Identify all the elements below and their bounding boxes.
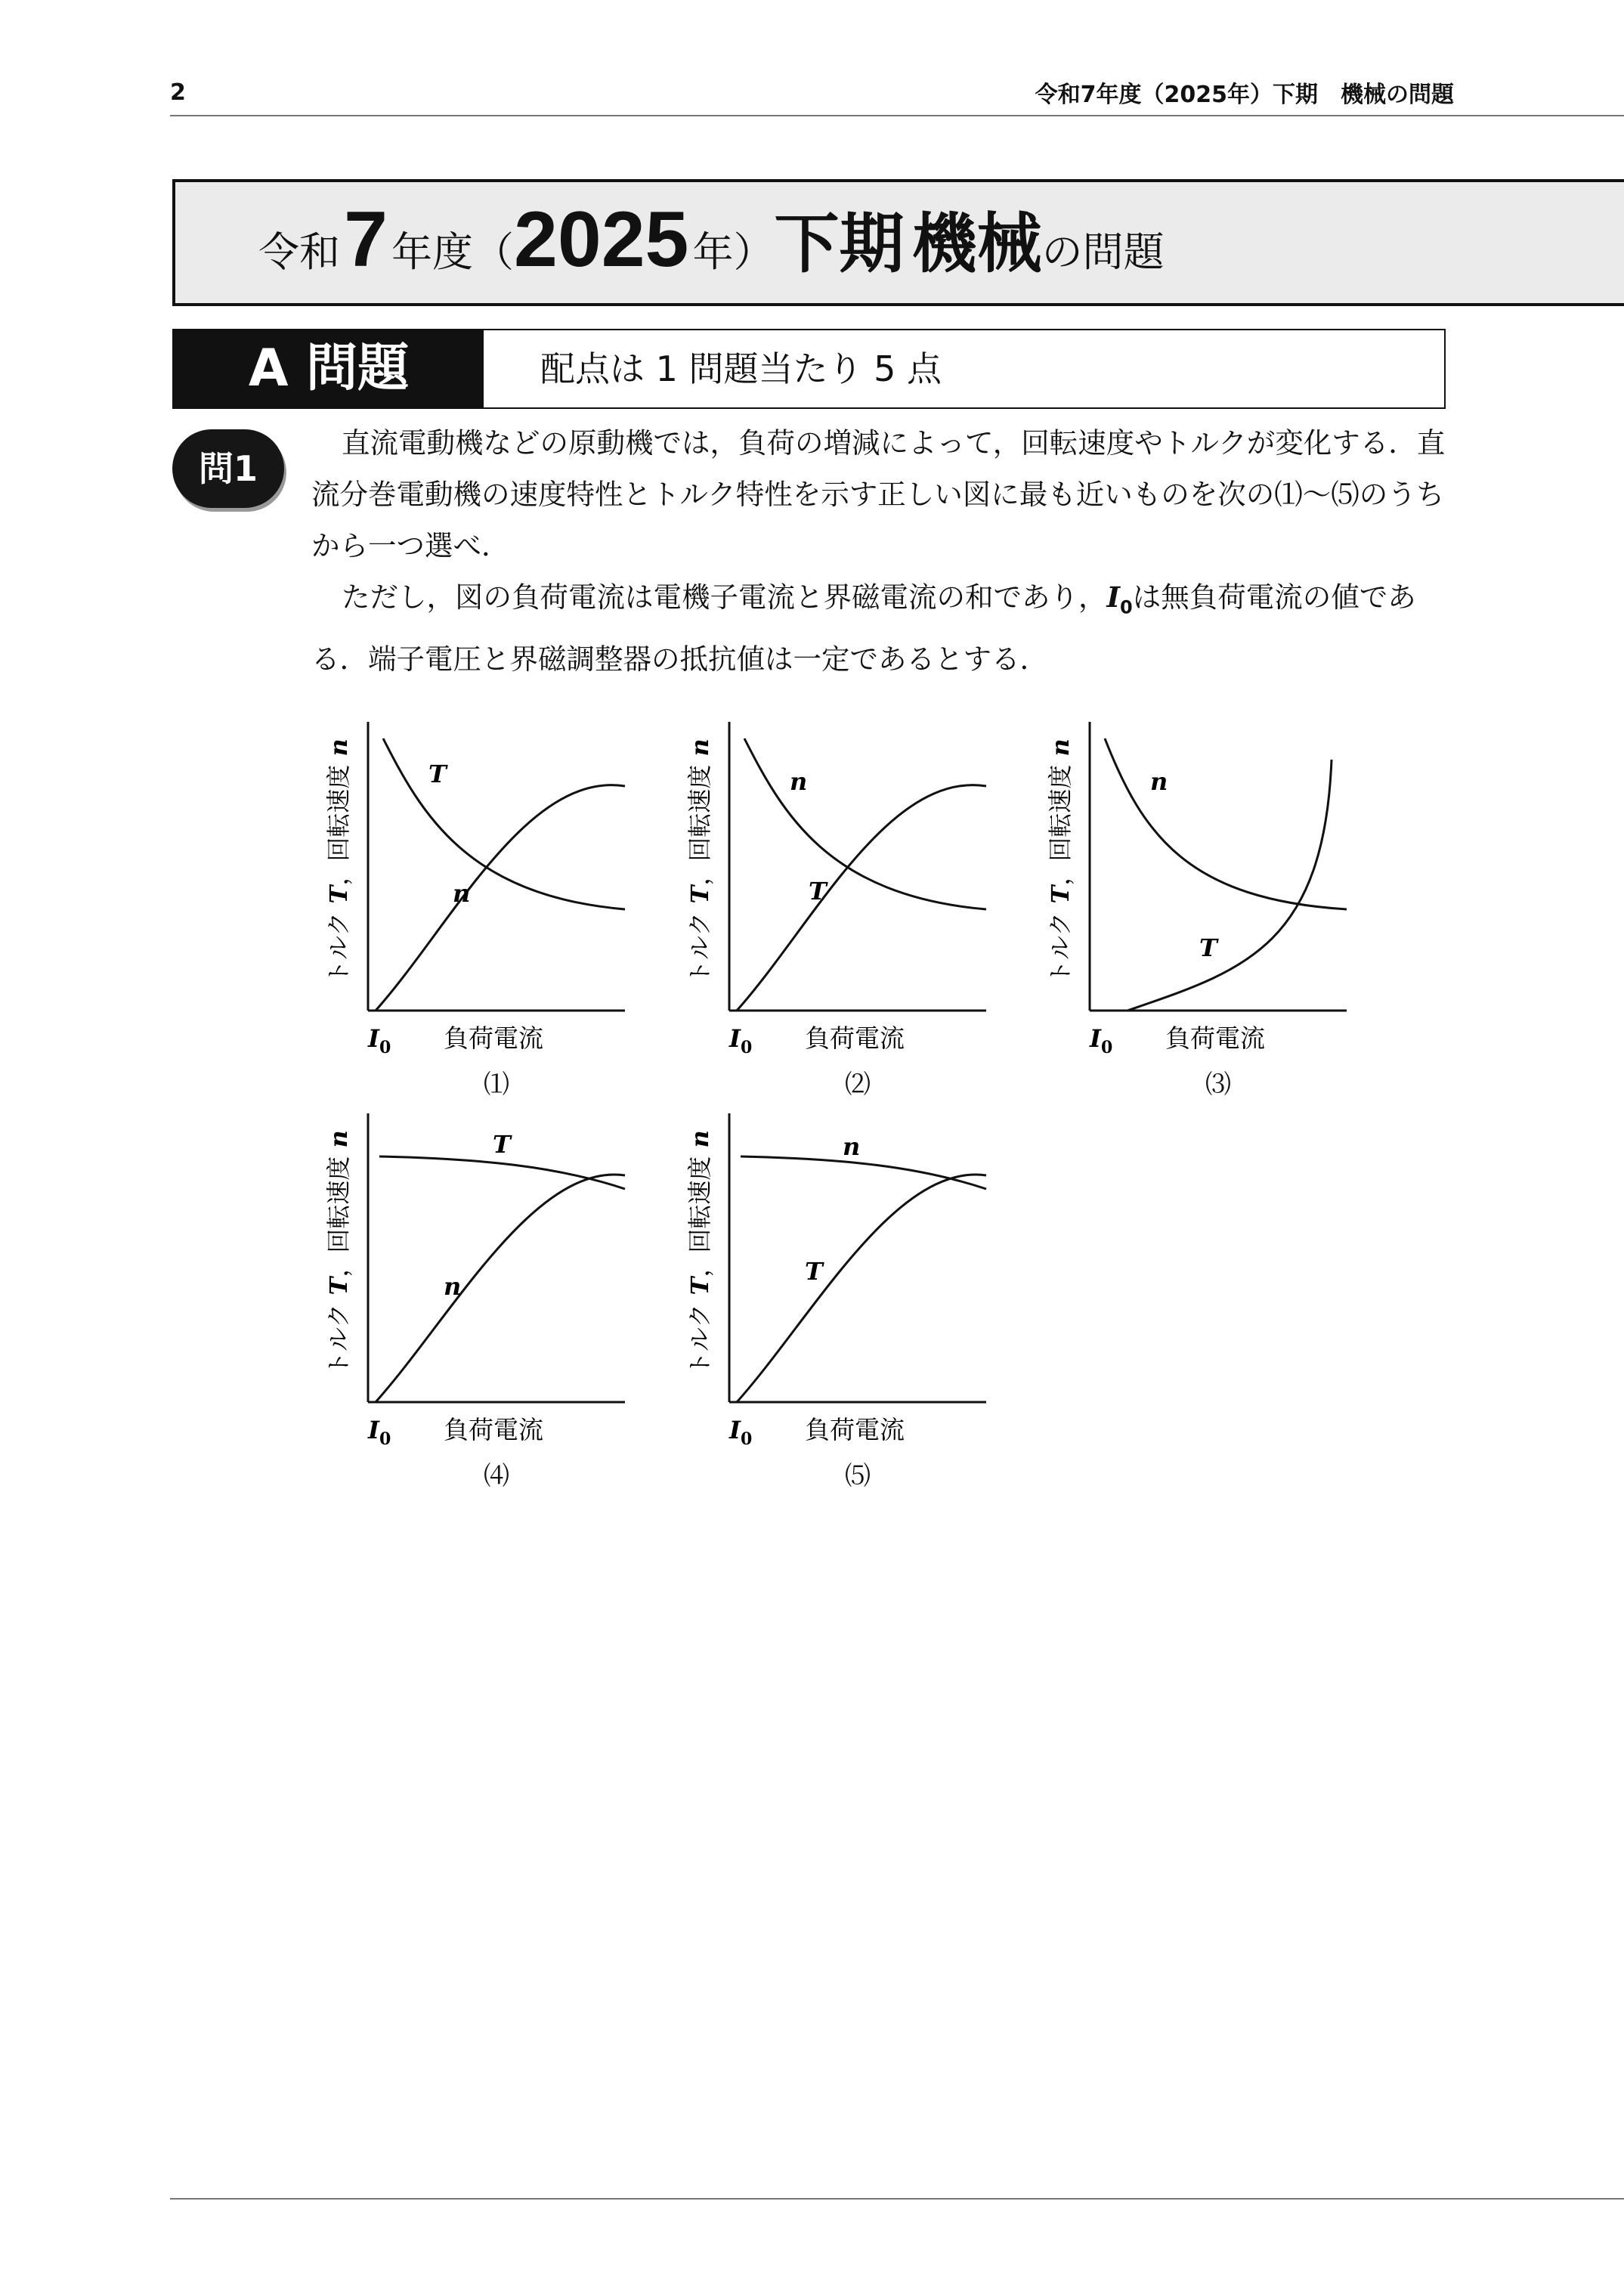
- y-axis-label: [324, 738, 353, 984]
- y-label-part-3: n: [324, 1130, 353, 1156]
- y-label-part-2: ，回転速度: [324, 764, 353, 886]
- origin-subscript: 0: [379, 1429, 391, 1449]
- origin-subscript: 0: [740, 1038, 753, 1057]
- curve-a-n: [741, 1156, 986, 1189]
- y-label-part-0: トルク: [685, 1303, 714, 1376]
- curve-a-T: [379, 1156, 625, 1189]
- y-label-part-0: トルク: [1046, 912, 1075, 984]
- x-axis-label: 負荷電流: [1165, 1023, 1265, 1053]
- curve-b-n: [376, 1175, 625, 1402]
- section-label: A 問題: [174, 330, 484, 407]
- curve-label-a: n: [790, 767, 808, 796]
- title-part2: 年度（: [391, 228, 515, 276]
- curve-label-b: T: [805, 1257, 823, 1286]
- exam-title-box: [172, 179, 1624, 306]
- graph-caption: ⑸: [845, 1461, 871, 1491]
- title-suffix: の問題: [1041, 228, 1165, 276]
- curve-a-n: [1105, 738, 1347, 909]
- y-label-part-2: ，回転速度: [324, 1156, 353, 1277]
- page-number: 2: [170, 79, 186, 106]
- title-year-number: 7: [344, 196, 388, 283]
- y-label-part-2: ，回転速度: [685, 764, 714, 886]
- exam-title: [258, 191, 1165, 285]
- question-number-badge: 問1: [172, 429, 284, 508]
- graph-panel-1: [285, 722, 625, 1124]
- x-axis-label: 負荷電流: [444, 1023, 543, 1053]
- section-score-note: 配点は 1 問題当たり 5 点: [540, 348, 942, 389]
- title-term: 下期: [774, 206, 905, 282]
- y-label-part-0: トルク: [685, 912, 714, 984]
- curve-b-T: [737, 1175, 986, 1402]
- origin-label: $I_0$: [1090, 1024, 1113, 1057]
- title-part1: 令和: [258, 228, 340, 276]
- origin-subscript: 0: [1100, 1038, 1113, 1057]
- x-axis-label: 負荷電流: [805, 1023, 905, 1053]
- curve-label-a: T: [493, 1130, 511, 1159]
- para2-symbol-sub: 0: [1120, 596, 1133, 618]
- y-label-part-1: T: [324, 885, 353, 912]
- curve-label-b: n: [453, 879, 471, 908]
- origin-label: $I_0$: [368, 1416, 391, 1449]
- curve-label-a: T: [428, 760, 447, 788]
- y-label-part-2: ，回転速度: [1046, 764, 1075, 886]
- curve-a-T: [383, 738, 625, 909]
- y-axis-label: [324, 1130, 353, 1376]
- title-subject: 機械: [911, 206, 1042, 282]
- y-axis-label: [685, 738, 714, 984]
- origin-subscript: 0: [379, 1038, 391, 1057]
- question-text: [311, 417, 1452, 685]
- curve-label-a: n: [1150, 767, 1168, 796]
- curve-b-T: [737, 785, 986, 1011]
- graph-caption: ⑶: [1205, 1070, 1231, 1100]
- curve-b-n: [376, 785, 625, 1011]
- origin-label: $I_0$: [368, 1024, 391, 1057]
- y-label-part-0: トルク: [324, 912, 353, 984]
- y-axis-label: [1046, 738, 1075, 984]
- para2-text-before: ただし，図の負荷電流は電機子電流と界磁電流の和であり，: [342, 580, 1107, 614]
- y-label-part-0: トルク: [324, 1303, 353, 1376]
- graph-panel-5: [646, 1113, 986, 1515]
- y-label-part-3: n: [324, 738, 353, 765]
- curve-label-b: n: [444, 1272, 462, 1301]
- footer-divider: [170, 2198, 1624, 2200]
- y-label-part-1: T: [685, 1277, 714, 1304]
- y-label-part-3: n: [1046, 738, 1075, 765]
- y-label-part-2: ，回転速度: [685, 1156, 714, 1277]
- y-axis-label: [685, 1130, 714, 1376]
- origin-subscript: 0: [740, 1429, 753, 1449]
- graph-caption: ⑷: [484, 1461, 509, 1491]
- origin-label: $I_0$: [729, 1416, 753, 1449]
- curve-label-b: T: [1199, 933, 1217, 962]
- graph-caption: ⑵: [845, 1070, 871, 1100]
- para2-symbol-I: I: [1106, 580, 1121, 614]
- origin-label: $I_0$: [729, 1024, 753, 1057]
- y-label-part-1: T: [1046, 885, 1075, 912]
- header-divider: [170, 115, 1624, 116]
- graph-panel-3: [1007, 722, 1347, 1124]
- title-western-year: 2025: [514, 196, 689, 283]
- para2-text-after: は無負荷電流の値である．端子電圧と界磁調整器の抵抗値は一定であるとする．: [311, 580, 1416, 676]
- y-label-part-3: n: [685, 1130, 714, 1156]
- curve-a-n: [744, 738, 986, 909]
- graph-caption: ⑴: [484, 1070, 509, 1100]
- title-part3: 年）: [692, 228, 775, 276]
- y-label-part-3: n: [685, 738, 714, 765]
- y-label-part-1: T: [685, 885, 714, 912]
- graph-panel-4: [285, 1113, 625, 1515]
- question-paragraph-2: [311, 571, 1452, 685]
- curve-label-a: n: [843, 1132, 861, 1161]
- curve-label-b: T: [809, 877, 827, 906]
- x-axis-label: 負荷電流: [805, 1415, 905, 1444]
- x-axis-label: 負荷電流: [444, 1415, 543, 1444]
- question-paragraph-1: 直流電動機などの原動機では，負荷の増減によって，回転速度やトルクが変化する．直流分巻電動機の速度特性とトルク特性を示す正しい図に最も近いものを次の⑴～⑸のうちから一つ選べ．: [311, 426, 1446, 562]
- section-bar: [172, 329, 1446, 409]
- graph-panel-2: [646, 722, 986, 1124]
- running-header: 令和7年度（2025年）下期 機械の問題: [1035, 82, 1454, 108]
- y-label-part-1: T: [324, 1277, 353, 1304]
